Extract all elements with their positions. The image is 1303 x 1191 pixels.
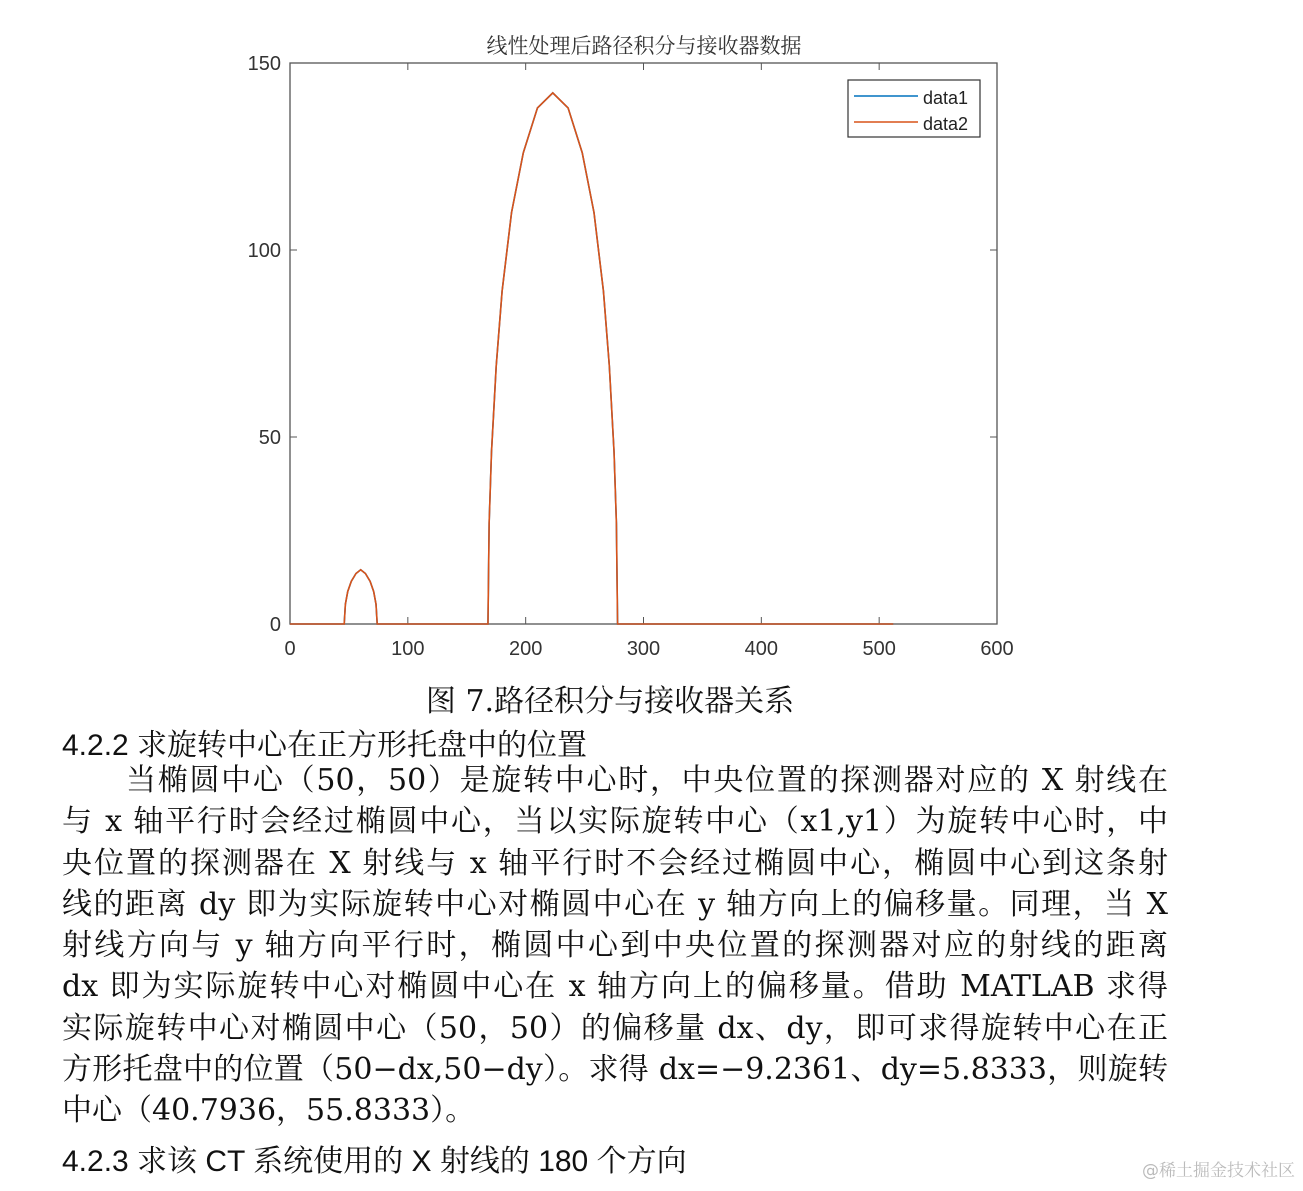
paragraph-line: 当椭圆中心（50，50）是旋转中心时，中央位置的探测器对应的 X 射线在 [126,763,1168,798]
section-heading-4-2-2: 4.2.2 求旋转中心在正方形托盘中的位置 [62,729,588,762]
y-tick-label: 0 [269,614,281,636]
x-tick-label: 400 [744,638,779,660]
y-tick-label: 100 [247,240,281,262]
figure-caption: 图 7.路径积分与接收器关系 [425,684,795,719]
x-tick-label: 200 [508,638,543,660]
paragraph-line: 方形托盘中的位置（50−dx,50−dy）。求得 dx=−9.2361、dy=5.8333，则旋转 [62,1052,1168,1088]
paragraph-line: dx 即为实际旋转中心对椭圆中心在 x 轴方向上的偏移量。借助 MATLAB 求得 [62,969,1168,1005]
x-tick-label: 500 [862,638,896,660]
section-heading-4-2-3: 4.2.3 求该 CT 系统使用的 X 射线的 180 个方向 [62,1145,687,1178]
paragraph-line: 央位置的探测器在 X 射线与 x 轴平行时不会经过椭圆中心，椭圆中心到这条射 [62,845,1168,881]
paragraph-line: 线的距离 dy 即为实际旋转中心对椭圆中心在 y 轴方向上的偏移量。同理，当 X [62,886,1168,922]
series-line-data1 [290,93,893,624]
paragraph-line: 实际旋转中心对椭圆中心（50，50）的偏移量 dx、dy，即可求得旋转中心在正 [62,1010,1168,1046]
legend-label-data1: data1 [923,88,969,108]
series-line-data2 [290,93,893,624]
body-paragraph [62,760,1168,1132]
legend-label-data2: data2 [923,114,969,134]
x-tick-label: 0 [284,638,296,660]
x-tick-label: 100 [391,638,425,660]
paragraph-line: 中心（40.7936，55.8333）。 [62,1093,476,1129]
chart-title: 线性处理后路径积分与接收器数据 [486,34,802,58]
legend [848,80,980,137]
x-tick-label: 300 [626,638,661,660]
watermark: @稀土掘金技术社区 [1142,1161,1295,1181]
paragraph-line: 射线方向与 y 轴方向平行时，椭圆中心到中央位置的探测器对应的射线的距离 [62,928,1168,964]
plot-area [290,63,997,624]
x-tick-label: 600 [980,638,1014,660]
paragraph-line: 与 x 轴平行时会经过椭圆中心，当以实际旋转中心（x1,y1）为旋转中心时，中 [62,804,1168,840]
y-tick-label: 150 [247,53,281,75]
y-tick-label: 50 [258,427,281,449]
